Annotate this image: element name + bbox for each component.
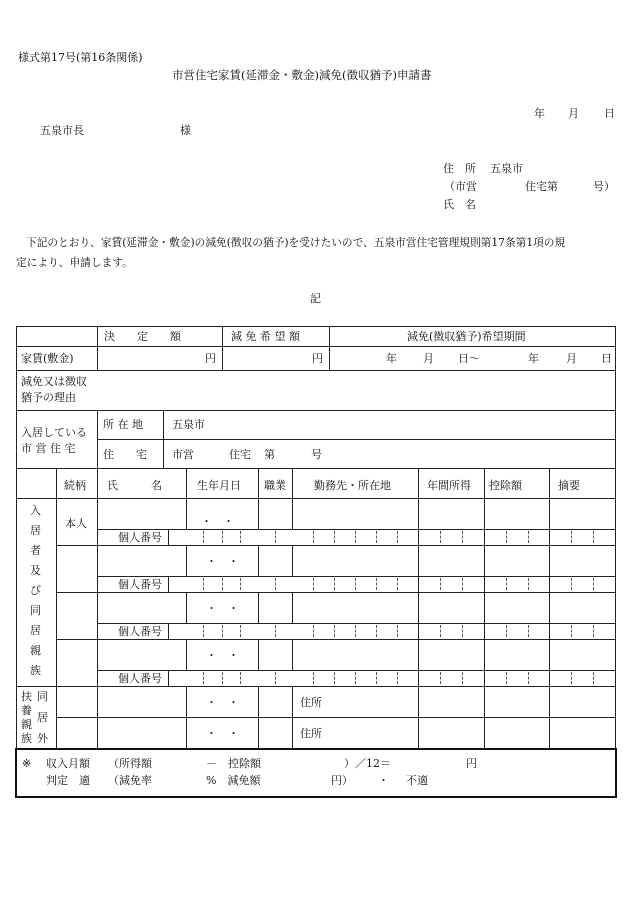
digit-box-divider <box>355 578 356 590</box>
body-text-line2: 定により、申請します。 <box>16 256 133 269</box>
digit-box-divider <box>334 531 335 543</box>
digit-box-divider <box>222 578 223 590</box>
digit-box-divider <box>275 625 276 637</box>
birthday-dots-4: ・ ・ <box>206 649 239 662</box>
digit-box-divider <box>222 672 223 684</box>
date-month: 月 <box>568 107 579 120</box>
house-label: 住 宅 <box>103 448 147 461</box>
digit-box-divider <box>240 625 241 637</box>
digit-box-divider <box>440 578 441 590</box>
digit-box-divider <box>203 672 204 684</box>
judgement-label: 判定 適 <box>46 774 90 787</box>
applicant-unit-open: （市営 <box>444 180 477 193</box>
applicant-unit-close: 号） <box>593 180 615 193</box>
digit-box-divider <box>440 625 441 637</box>
digit-box-divider <box>376 672 377 684</box>
reason-label-line2: 猶予の理由 <box>21 391 76 404</box>
birthday-dots-2: ・ ・ <box>206 555 239 568</box>
note-mark: ※ <box>22 757 32 770</box>
digit-box-divider <box>440 531 441 543</box>
divide-by-12: ）／12＝ <box>344 757 391 770</box>
period-end-month: 月 <box>566 352 577 365</box>
calculation-box <box>15 748 617 798</box>
digit-box-divider <box>222 625 223 637</box>
body-text-line1: 下記のとおり、家賃(延滞金・敷金)の減免(徴収の猶予)を受けたいので、五泉市営住宅管理規則第17条第1項の規 <box>26 236 566 249</box>
digit-box-divider <box>528 625 529 637</box>
addressee: 五泉市長 <box>40 124 84 137</box>
income-monthly-label: 収入月額 <box>46 757 90 770</box>
relation-self: 本人 <box>65 517 87 530</box>
digit-box-divider <box>203 625 204 637</box>
digit-box-divider <box>397 578 398 590</box>
birthday-dots-1: ・ ・ <box>201 515 234 528</box>
birthday-dots-6: ・ ・ <box>206 727 239 740</box>
personal-number-label-2: 個人番号 <box>118 578 162 591</box>
digit-box-divider <box>203 578 204 590</box>
digit-box-divider <box>275 531 276 543</box>
digit-box-divider <box>571 672 572 684</box>
house-value-dai: 第 <box>264 448 275 461</box>
birthday-dots-3: ・ ・ <box>206 602 239 615</box>
reason-label-line1: 減免又は徴収 <box>21 375 87 388</box>
date-day: 日 <box>604 107 615 120</box>
period-start-day: 日～ <box>458 352 480 365</box>
judgement-separator: ・ <box>378 774 389 787</box>
date-year: 年 <box>534 107 545 120</box>
header-name: 氏 名 <box>107 479 162 492</box>
digit-box-divider <box>376 578 377 590</box>
header-remarks: 摘要 <box>558 479 580 492</box>
personal-number-label-3: 個人番号 <box>118 625 162 638</box>
house-value-jutaku: 住宅 <box>229 448 251 461</box>
period-start-year: 年 <box>386 352 397 365</box>
reduction-rate-open: （減免率 <box>108 774 152 787</box>
birthday-dots-5: ・ ・ <box>206 696 239 709</box>
digit-box-divider <box>528 672 529 684</box>
reduction-amount-label: % 減免額 <box>206 774 261 787</box>
digit-box-divider <box>313 531 314 543</box>
requested-yen-unit: 円 <box>312 352 323 365</box>
digit-box-divider <box>355 625 356 637</box>
digit-box-divider <box>593 531 594 543</box>
deduction-label: － 控除額 <box>206 757 261 770</box>
digit-box-divider <box>355 672 356 684</box>
digit-box-divider <box>462 531 463 543</box>
digit-box-divider <box>440 672 441 684</box>
period-end-year: 年 <box>528 352 539 365</box>
digit-box-divider <box>240 531 241 543</box>
digit-box-divider <box>528 578 529 590</box>
applicant-address-label: 住 所 <box>443 162 476 175</box>
digit-box-divider <box>506 531 507 543</box>
digit-box-divider <box>222 531 223 543</box>
digit-box-divider <box>397 531 398 543</box>
header-deduction: 控除額 <box>489 479 522 492</box>
col-decided-amount: 決 定 額 <box>104 330 181 343</box>
judgement-unsuitable: 不適 <box>406 774 428 787</box>
col-requested-amount: 減 免 希 望 額 <box>231 330 300 343</box>
digit-box-divider <box>240 672 241 684</box>
digit-box-divider <box>240 578 241 590</box>
digit-box-divider <box>334 578 335 590</box>
applicant-address-value: 五泉市 <box>490 162 523 175</box>
digit-box-divider <box>275 672 276 684</box>
document-title: 市営住宅家賃(延滞金・敷金)減免(徴収猶予)申請書 <box>172 68 432 82</box>
col-requested-period: 減免(徴収猶予)希望期間 <box>407 330 526 343</box>
row-rent-label: 家賃(敷金) <box>21 352 74 365</box>
digit-box-divider <box>506 625 507 637</box>
digit-box-divider <box>203 531 204 543</box>
digit-box-divider <box>313 578 314 590</box>
digit-box-divider <box>313 672 314 684</box>
house-value-go: 号 <box>311 448 322 461</box>
income-amount-open: （所得額 <box>108 757 152 770</box>
applicant-unit-mid: 住宅第 <box>525 180 558 193</box>
monthly-yen-unit: 円 <box>466 757 477 770</box>
housing-label-line2: 市 営 住 宅 <box>21 442 76 455</box>
digit-box-divider <box>593 672 594 684</box>
house-value-shiei: 市営 <box>172 448 194 461</box>
digit-box-divider <box>355 531 356 543</box>
digit-box-divider <box>397 672 398 684</box>
applicant-name-label: 氏 名 <box>443 198 476 211</box>
header-annual-income: 年間所得 <box>427 479 471 492</box>
dependent-address-label-1: 住所 <box>300 696 322 709</box>
digit-box-divider <box>334 672 335 684</box>
digit-box-divider <box>313 625 314 637</box>
addressee-honorific: 様 <box>180 124 191 137</box>
location-value: 五泉市 <box>172 418 205 431</box>
reduction-yen-close: 円） <box>331 774 353 787</box>
digit-box-divider <box>275 578 276 590</box>
digit-box-divider <box>528 531 529 543</box>
period-start-month: 月 <box>423 352 434 365</box>
personal-number-label-4: 個人番号 <box>118 672 162 685</box>
digit-box-divider <box>571 531 572 543</box>
digit-box-divider <box>506 672 507 684</box>
ki-heading: 記 <box>310 292 321 305</box>
period-end-day: 日 <box>601 352 612 365</box>
header-birthday: 生年月日 <box>197 479 241 492</box>
header-occupation: 職業 <box>264 479 286 492</box>
digit-box-divider <box>571 625 572 637</box>
dependent-address-label-2: 住所 <box>300 727 322 740</box>
housing-label-line1: 入居している <box>21 426 87 439</box>
digit-box-divider <box>376 625 377 637</box>
digit-box-divider <box>506 578 507 590</box>
digit-box-divider <box>462 578 463 590</box>
location-label: 所 在 地 <box>103 418 143 431</box>
digit-box-divider <box>593 578 594 590</box>
decided-yen-unit: 円 <box>205 352 216 365</box>
digit-box-divider <box>462 625 463 637</box>
header-workplace: 勤務先・所在地 <box>314 479 391 492</box>
digit-box-divider <box>397 625 398 637</box>
personal-number-label-1: 個人番号 <box>118 531 162 544</box>
header-relation: 続柄 <box>64 479 86 492</box>
digit-box-divider <box>376 531 377 543</box>
digit-box-divider <box>462 672 463 684</box>
form-number: 様式第17号(第16条関係) <box>18 51 143 64</box>
digit-box-divider <box>334 625 335 637</box>
digit-box-divider <box>593 625 594 637</box>
digit-box-divider <box>571 578 572 590</box>
